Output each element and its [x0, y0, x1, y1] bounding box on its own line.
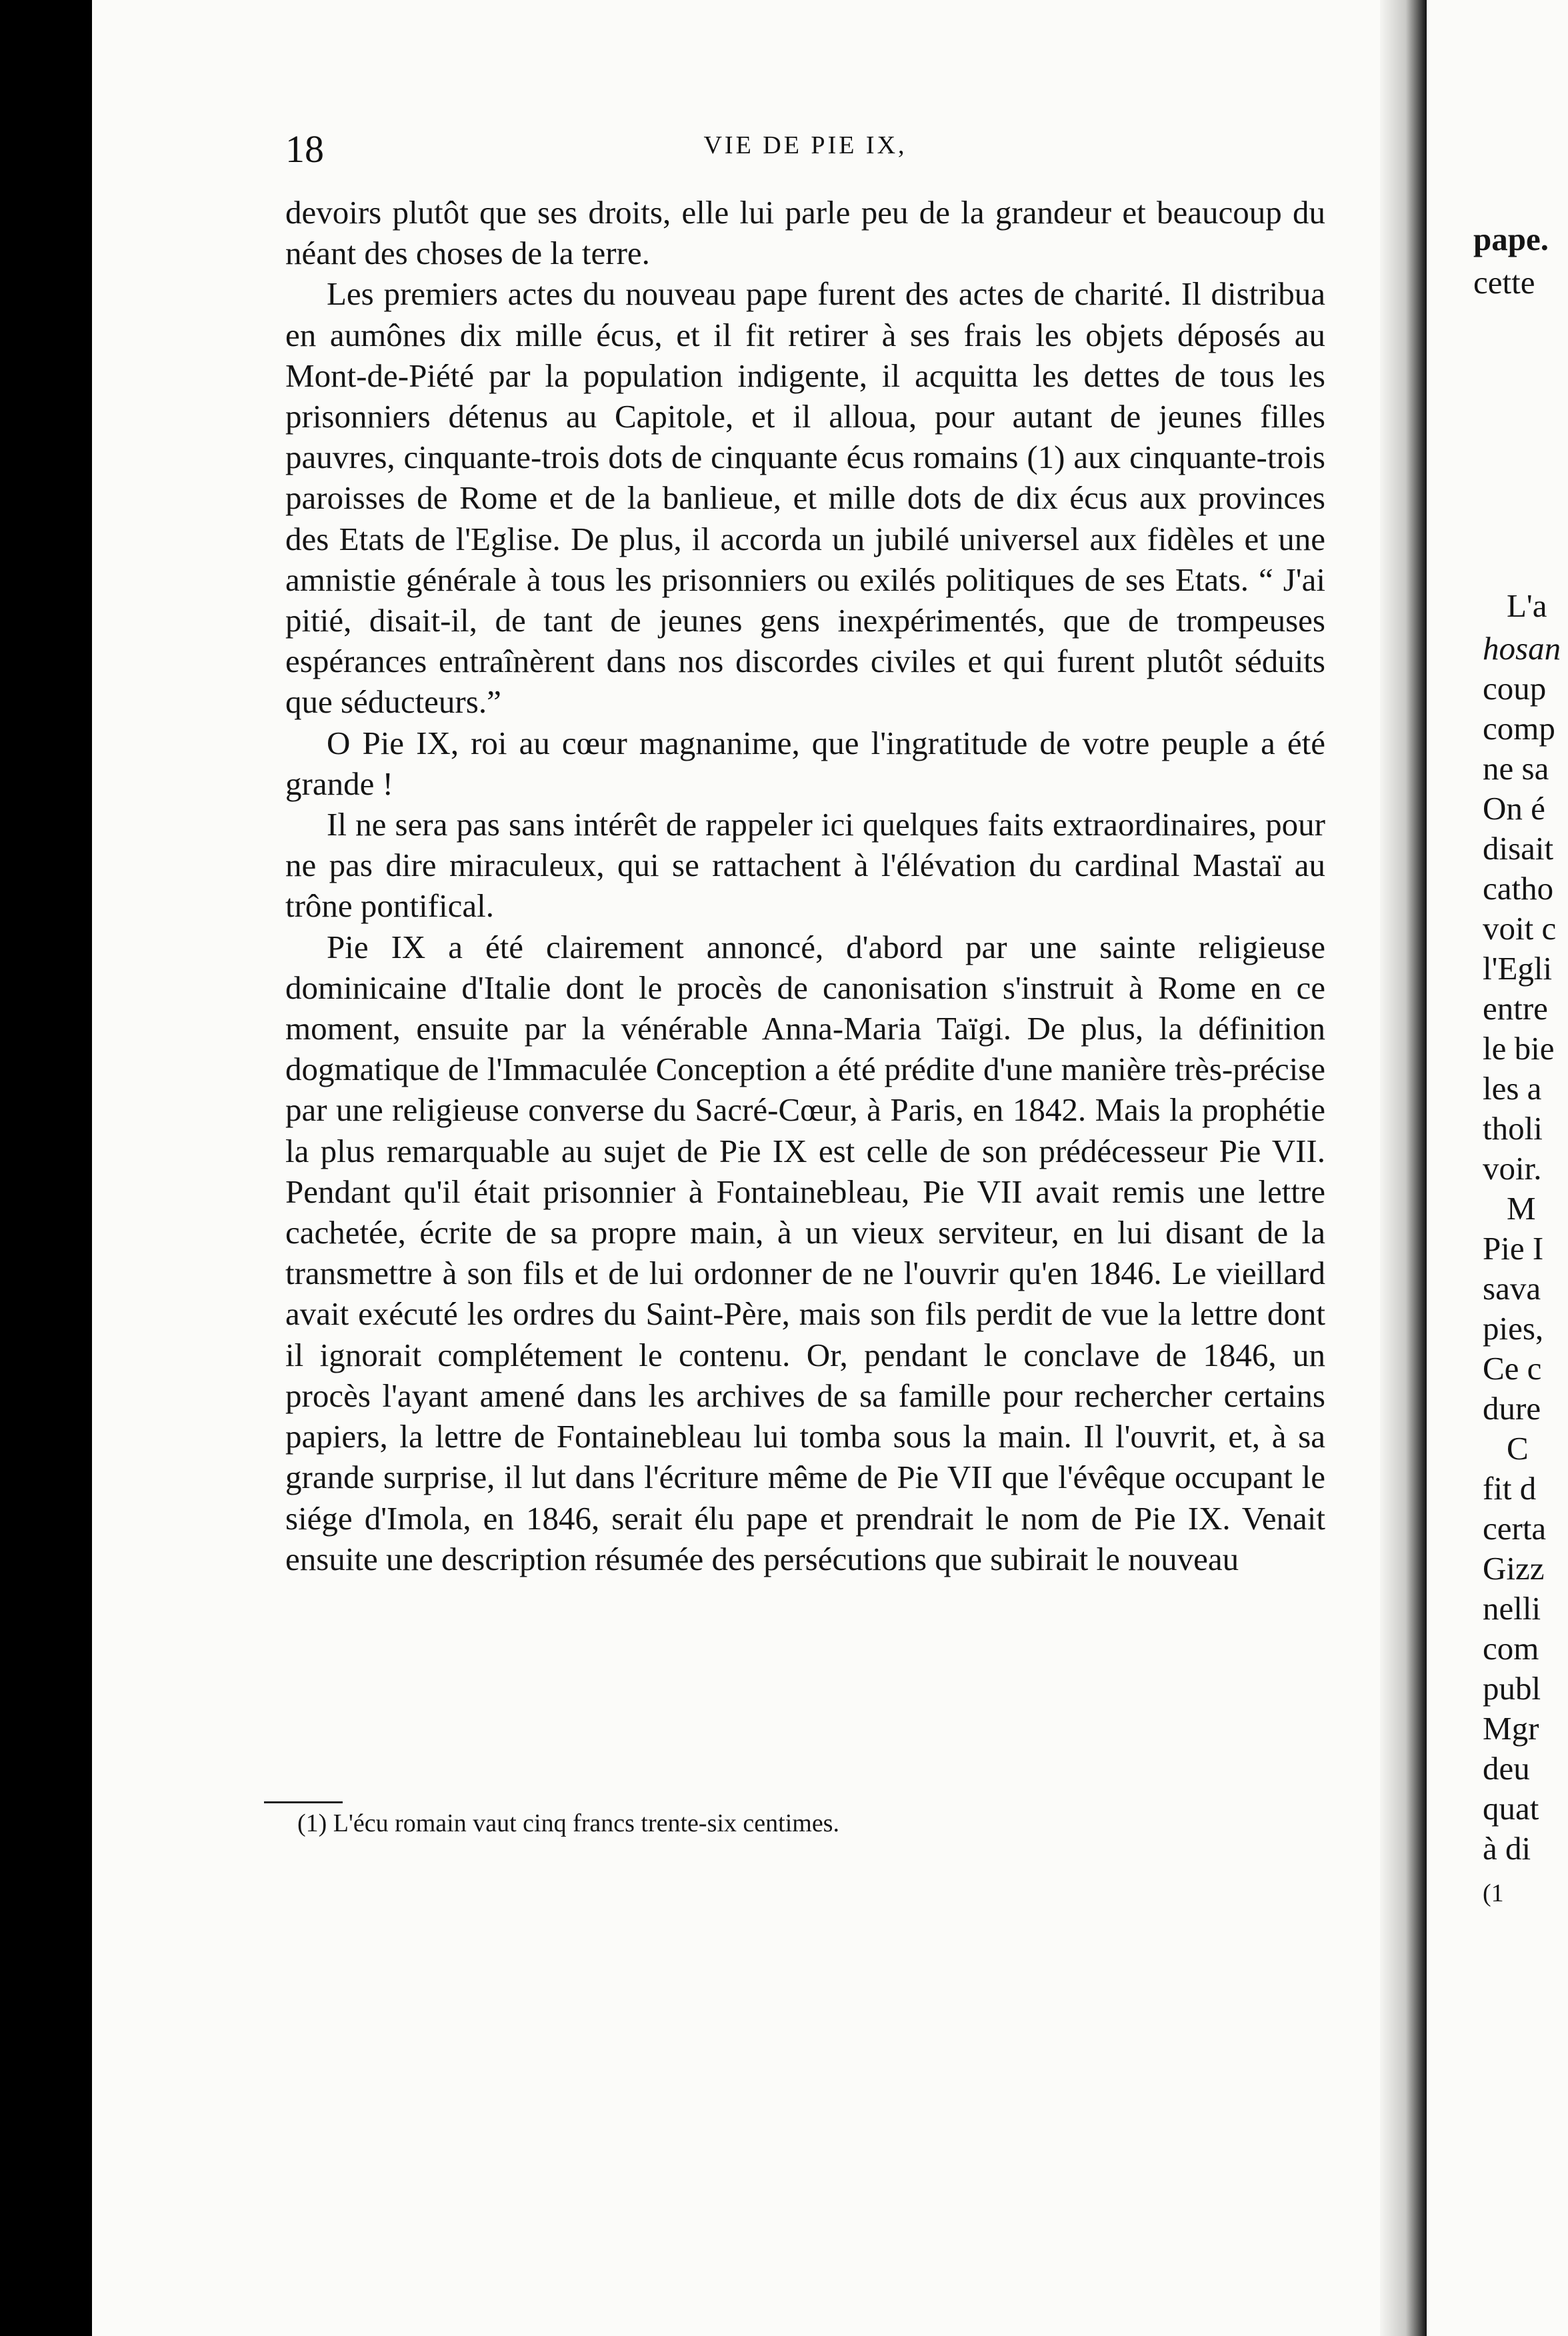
facing-line: L'a	[1507, 587, 1547, 624]
paragraph: Il ne sera pas sans intérêt de rappeler ici quelques faits extraordinaires, pour ne pas dire miraculeux, qui se rattachent à l'élévation du cardinal Mastaï au trône pontifical.	[285, 806, 1325, 925]
paragraph: O Pie IX, roi au cœur magnanime, que l'ingratitude de votre peuple a été grande !	[285, 724, 1325, 802]
facing-line: tholi	[1483, 1110, 1543, 1147]
page-number: 18	[285, 127, 324, 171]
facing-footnote: (1	[1483, 1879, 1504, 1907]
facing-line: cette	[1473, 264, 1535, 301]
facing-line: quat	[1483, 1790, 1539, 1827]
book-gutter	[1380, 0, 1427, 2336]
facing-line: M	[1507, 1190, 1536, 1227]
facing-page	[1427, 0, 1568, 2336]
facing-line: Gizz	[1483, 1550, 1545, 1587]
running-head	[285, 127, 1325, 173]
facing-line: catho	[1483, 870, 1554, 907]
facing-line: Mgr	[1483, 1710, 1539, 1747]
running-title: VIE DE PIE IX,	[703, 131, 907, 159]
facing-line: C	[1507, 1430, 1529, 1467]
facing-line: ne sa	[1483, 750, 1549, 787]
facing-line: nelli	[1483, 1590, 1541, 1627]
facing-line: à di	[1483, 1830, 1531, 1867]
facing-line: les a	[1483, 1070, 1542, 1107]
facing-line: sava	[1483, 1270, 1541, 1307]
facing-line: certa	[1483, 1510, 1547, 1547]
facing-line: pies,	[1483, 1310, 1544, 1347]
facing-line: l'Egli	[1483, 950, 1553, 987]
paragraph: Les premiers actes du nouveau pape furent des actes de charité. Il distribua en aumônes dix mille écus, et il fit retirer à ses frais les objets déposés au Mont-de-Piété par la population indigente, il acquitta les dettes de tous les prisonniers détenus au Capitole, et il alloua, pour autant de jeunes filles pauvres, cinquante-trois dots de cinquante écus romains (1) aux cinquante-trois paroisses de Rome et de la banlieue, et mille dots de dix écus aux provinces des Etats de l'Eglise. De plus, il accorda un jubilé universel aux fidèles et une amnistie générale à tous les prisonniers ou exilés politiques de ses Etats. “ J'ai pitié, disait-il, de tant de jeunes gens inexpérimentés, que de trompeuses espérances entraînèrent dans nos discordes civiles et qui furent plutôt séduits que séducteurs.”	[285, 275, 1325, 721]
facing-line: fit d	[1483, 1470, 1537, 1507]
paragraph: Pie IX a été clairement annoncé, d'abord par une sainte religieuse dominicaine d'Italie dont le procès de canonisation s'instruit à Rome en ce moment, ensuite par la vénérable Anna-Maria Taïgi. De plus, la définition dogmatique de l'Immaculée Conception a été prédite d'une manière très-précise par une religieuse converse du Sacré-Cœur, à Paris, en 1842. Mais la prophétie la plus remarquable au sujet de Pie IX est celle de son prédécesseur Pie VII. Pendant qu'il était prisonnier à Fontainebleau, Pie VII avait remis une lettre cachetée, écrite de sa propre main, à un vieux serviteur, en lui disant de la transmettre à son fils et de lui ordonner de ne l'ouvrir qu'en 1846. Le vieillard avait exécuté les ordres du Saint-Père, mais son fils perdit de vue la lettre dont il ignorait complétement le contenu. Or, pendant le conclave de 1846, un procès l'ayant amené dans les archives de sa famille pour rechercher certains papiers, la lettre de Fontainebleau lui tomba sous la main. Il l'ouvrit, et, à sa grande surprise, il lut dans l'écriture même de Pie VII que l'évêque occupant le siége d'Imola, en 1846, serait élu pape et prendrait le nom de Pie IX. Venait ensuite une description résumée des persécutions que subirait le nouveau	[285, 928, 1325, 1577]
footnote-rule	[264, 1801, 343, 1803]
facing-line: com	[1483, 1630, 1539, 1667]
body-text	[285, 192, 1325, 1579]
footnote: (1) L'écu romain vaut cinq francs trente-six centimes.	[297, 1809, 839, 1837]
facing-line: On é	[1483, 790, 1545, 827]
facing-line: le bie	[1483, 1030, 1555, 1067]
facing-line: voit c	[1483, 910, 1557, 947]
facing-line: dure	[1483, 1390, 1541, 1427]
facing-line: voir.	[1483, 1150, 1542, 1187]
facing-line: comp	[1483, 710, 1555, 747]
facing-line: Ce c	[1483, 1350, 1542, 1387]
facing-line: entre	[1483, 990, 1548, 1027]
facing-line: publ	[1483, 1670, 1541, 1707]
facing-line: deu	[1483, 1750, 1530, 1787]
facing-line: Pie I	[1483, 1230, 1544, 1267]
facing-line: disait	[1483, 830, 1554, 867]
facing-line: hosan	[1483, 630, 1561, 667]
paragraph: devoirs plutôt que ses droits, elle lui parle peu de la grandeur et beaucoup du néant des choses de la terre.	[285, 194, 1325, 272]
facing-line: coup	[1483, 670, 1547, 707]
facing-line: pape.	[1473, 221, 1549, 257]
